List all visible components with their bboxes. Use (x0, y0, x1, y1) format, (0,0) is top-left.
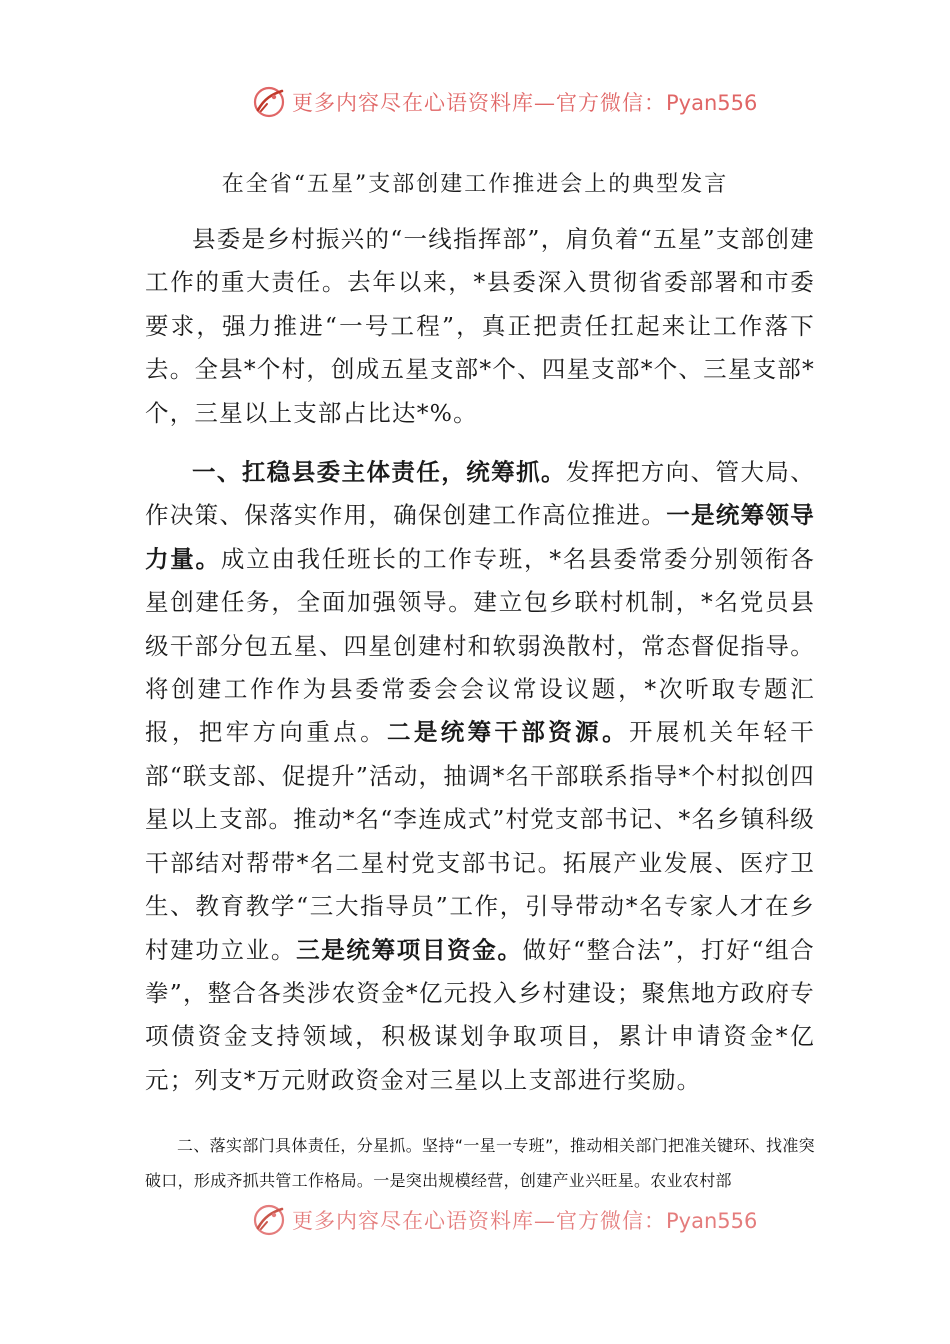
watermark-banner-bottom (252, 1200, 772, 1240)
point-three-heading: 三是统筹项目资金。 (296, 935, 523, 964)
document-body (145, 218, 815, 1102)
watermark-banner-top (252, 82, 772, 122)
pen-logo-icon (252, 85, 286, 119)
section-one-paragraph: 一、扛稳县委主体责任，统筹抓。发挥把方向、管大局、作决策、保落实作用，确保创建工作高位推进。一是统筹领导力量。成立由我任班长的工作专班，*名县委常委分别领衔各星创建任务，全面加强领导。建立包乡联村机制，*名党员县级干部分包五星、四星创建村和软弱涣散村，常态督促指导。将创建工作作为县委常委会会议常设议题，*次听取专题汇报，把牢方向重点。二是统筹干部资源。开展机关年轻干部“联支部、促提升”活动，抽调*名干部联系指导*个村拟创四星以上支部。推动*名“李连成式”村党支部书记、*名乡镇科级干部结对帮带*名二星村党支部书记。拓展产业发展、医疗卫生、教育教学“三大指导员”工作，引导带动*名专家人才在乡村建功立业。三是统筹项目资金。做好“整合法”，打好“组合拳”，整合各类涉农资金*亿元投入乡村建设；聚焦地方政府专项债资金支持领域，积极谋划争取项目，累计申请资金*亿元；列支*万元财政资金对三星以上支部进行奖励。 (145, 458, 815, 1094)
intro-paragraph: 县委是乡村振兴的“一线指挥部”，肩负着“五星”支部创建工作的重大责任。去年以来，*县委深入贯彻省委部署和市委要求，强力推进“一号工程”，真正把责任扛起来让工作落下去。全县*个村，创成五星支部*个、四星支部*个、三星支部*个，三星以上支部占比达*%。 (145, 225, 815, 427)
point-one-heading: 一是统筹领导力量。 (145, 501, 815, 573)
section-one-heading: 一、扛稳县委主体责任，统筹抓。 (192, 458, 566, 487)
section-two-paragraph: 二、落实部门具体责任，分星抓。坚持“一星一专班”，推动相关部门把准关键环、找准突破口，形成齐抓共管工作格局。一是突出规模经营，创建产业兴旺星。农业农村部 (145, 1136, 815, 1190)
watermark-text: 更多内容尽在心语资料库—官方微信：Pyan556 (292, 1209, 758, 1233)
watermark-text: 更多内容尽在心语资料库—官方微信：Pyan556 (292, 91, 758, 115)
pen-logo-icon (252, 1203, 286, 1237)
point-two-heading: 二是统筹干部资源。 (386, 718, 629, 747)
document-title: 在全省“五星”支部创建工作推进会上的典型发言 (221, 172, 729, 197)
